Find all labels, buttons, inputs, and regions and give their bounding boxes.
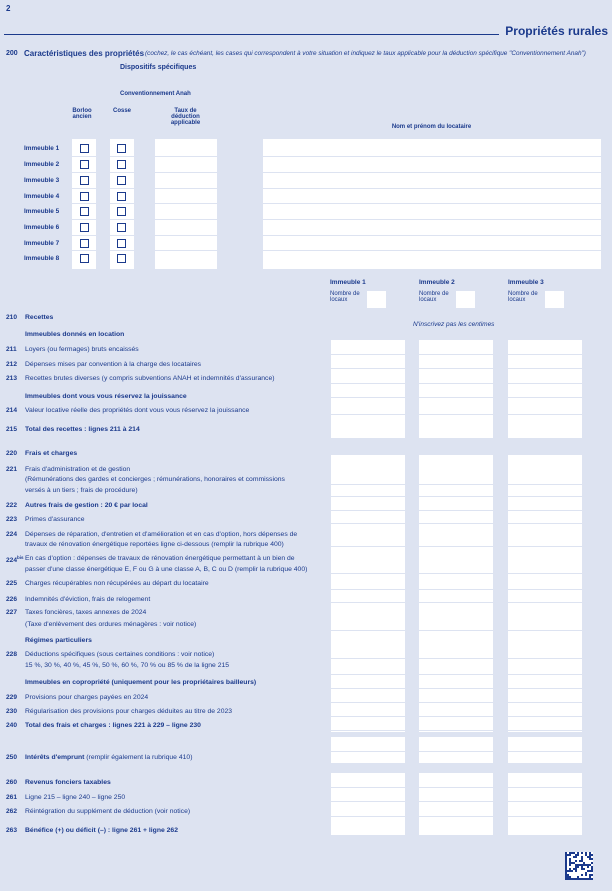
amount-cell-separator (508, 801, 582, 802)
line-label (25, 827, 178, 834)
amount-cell-separator (419, 573, 493, 574)
line-code: 222 (6, 502, 18, 509)
amount-cell-separator (508, 368, 582, 369)
tenant-name-field[interactable] (263, 189, 601, 203)
conv-anah-label: Conventionnement Anah (120, 91, 191, 97)
amount-cell-separator (508, 496, 582, 497)
line-label-text: Immeubles en copropriété (uniquement pour les propriétaires bailleurs) (25, 679, 257, 686)
immeuble-label: Immeuble 4 (24, 193, 60, 200)
line-code: 224 (6, 531, 18, 538)
line-label (25, 426, 140, 433)
line-label-text: Intérêts d'emprunt (25, 754, 85, 761)
amount-cell-separator (419, 716, 493, 717)
amount-cell-separator (331, 383, 405, 384)
amount-cell-separator (508, 414, 582, 415)
line-label-text: Dépenses mises par convention à la charge des locataires (25, 361, 202, 368)
line-label (25, 361, 201, 368)
line-label (25, 722, 201, 729)
line-label-text: Valeur locative réelle des propriétés dont vous vous réservez la jouissance (25, 407, 250, 414)
line-label-text: Taxes foncières, taxes annexes de 2024 (25, 609, 147, 616)
line-label-text: Dépenses de réparation, d'entretien et d'amélioration et en cas d'option, hors dépenses de (25, 531, 298, 538)
amount-cell-separator (331, 354, 405, 355)
amount-cell-separator (331, 716, 405, 717)
amount-cell-separator (508, 589, 582, 590)
col-imm3: Immeuble 3 (508, 279, 544, 286)
amount-cell-separator (331, 589, 405, 590)
col-imm1: Immeuble 1 (330, 279, 366, 286)
row-separator (110, 250, 134, 251)
line-label (25, 476, 285, 483)
line-code: 229 (6, 694, 18, 701)
amount-cell-separator (331, 730, 405, 731)
line-label-text: travaux de rénovation énergétique reportées ligne ci-dessous (remplir la rubrique 400) (25, 541, 284, 548)
no-cents-note: N'inscrivez pas les centimes (413, 321, 495, 328)
amount-cell-separator (331, 368, 405, 369)
dispositifs-label: Dispositifs spécifiques (120, 64, 197, 71)
line-code: 262 (6, 808, 18, 815)
amount-column-imm2[interactable] (419, 737, 493, 763)
amount-column-imm1[interactable] (331, 773, 405, 835)
immeuble-label: Immeuble 5 (24, 208, 60, 215)
line-label-text: Indemnités d'éviction, frais de relogement (25, 596, 151, 603)
amount-column-imm1[interactable] (331, 737, 405, 763)
amount-cell-separator (508, 354, 582, 355)
line-code: 250 (6, 754, 18, 761)
line-label (25, 779, 111, 786)
line-label (25, 651, 214, 658)
amount-cell-separator (331, 816, 405, 817)
line-label-text: (Rémunérations des gardes et concierges ; rémunérations, honoraires et commissions (25, 476, 285, 483)
amount-cell-separator (419, 751, 493, 752)
line-code: $224^{bis}$ (6, 555, 24, 565)
cosse-checkbox[interactable] (117, 223, 126, 232)
amount-cell-separator (419, 496, 493, 497)
row-separator (155, 219, 217, 220)
amount-cell-separator (331, 496, 405, 497)
amount-cell-separator (331, 702, 405, 703)
amount-cell-separator (331, 546, 405, 547)
line-label (25, 621, 196, 628)
line-label-text: Réintégration du supplément de déduction (voir notice) (25, 808, 191, 815)
line-label (25, 662, 229, 669)
immeuble-label: Immeuble 8 (24, 255, 60, 262)
tenant-name-field[interactable] (263, 236, 601, 250)
line-code: 213 (6, 375, 18, 382)
line-label-text: Primes d'assurance (25, 516, 85, 523)
amount-cell-separator (419, 397, 493, 398)
line-code: 220 (6, 450, 18, 457)
line-code: 215 (6, 426, 18, 433)
cosse-checkbox[interactable] (117, 176, 126, 185)
line-label (25, 375, 275, 382)
cosse-checkbox[interactable] (117, 144, 126, 153)
amount-cell-separator (508, 441, 582, 442)
line-label (25, 609, 146, 616)
nb-locaux-2: Nombre de locaux (419, 291, 449, 303)
line-code: 210 (6, 314, 18, 321)
line-code-sup: bis (17, 555, 24, 560)
line-code: 221 (6, 466, 18, 473)
amount-cell-separator (419, 368, 493, 369)
amount-column-imm2[interactable] (419, 773, 493, 835)
line-label (25, 596, 150, 603)
line-label-text: Frais d'administration et de gestion (25, 466, 131, 473)
line-code: 214 (6, 407, 18, 414)
row-separator (72, 250, 96, 251)
borloo-checkbox[interactable] (80, 176, 89, 185)
borloo-checkbox[interactable] (80, 223, 89, 232)
line-code: 212 (6, 361, 18, 368)
s200-label: Caractéristiques des propriétés (24, 49, 145, 58)
amount-cell-separator (419, 674, 493, 675)
row-separator (72, 235, 96, 236)
line-label-extra: (remplir également la rubrique 410) (84, 754, 193, 761)
borloo-checkbox[interactable] (80, 160, 89, 169)
line-label-text: Ligne 215 – ligne 240 – ligne 250 (25, 794, 126, 801)
line-label-text: Total des recettes : lignes 211 à 214 (25, 426, 140, 433)
amount-cell-separator (331, 630, 405, 631)
cosse-checkbox[interactable] (117, 192, 126, 201)
line-label-text: Immeubles donnés en location (25, 331, 125, 338)
line-label (25, 580, 209, 587)
row-separator (72, 156, 96, 157)
col-taux: Taux de déduction applicable (170, 108, 201, 126)
amount-cell-separator (331, 573, 405, 574)
amount-cell-separator (508, 546, 582, 547)
amount-cell-separator (331, 414, 405, 415)
amount-cell-separator (331, 751, 405, 752)
nb-locaux-input-2[interactable] (456, 291, 475, 308)
borloo-checkbox[interactable] (80, 207, 89, 216)
line-code: 223 (6, 516, 18, 523)
immeuble-label: Immeuble 2 (24, 161, 60, 168)
line-label (25, 794, 125, 801)
line-label (25, 754, 192, 761)
line-label-text: Autres frais de gestion : 20 € par local (25, 502, 148, 509)
page-number: 2 (6, 4, 11, 13)
amount-cell-separator (419, 702, 493, 703)
col-borloo: Borloo ancien (72, 108, 92, 120)
amount-cell-separator (419, 730, 493, 731)
amount-cell-separator (508, 716, 582, 717)
amount-cell-separator (508, 702, 582, 703)
nb-locaux-input-3[interactable] (545, 291, 564, 308)
line-code: 260 (6, 779, 18, 786)
col-cosse: Cosse (112, 108, 131, 114)
line-label (25, 708, 232, 715)
nb-locaux-3: Nombre de locaux (508, 291, 538, 303)
amount-cell-separator (508, 523, 582, 524)
amount-cell-separator (419, 383, 493, 384)
amount-cell-separator (508, 674, 582, 675)
line-label (25, 450, 77, 457)
cosse-checkbox[interactable] (117, 160, 126, 169)
row-separator (72, 203, 96, 204)
amount-cell-separator (419, 816, 493, 817)
tenant-name-field[interactable] (263, 220, 601, 234)
row-separator (155, 188, 217, 189)
amount-cell-separator (419, 414, 493, 415)
line-code: 261 (6, 794, 18, 801)
col-imm2: Immeuble 2 (419, 279, 455, 286)
line-label (25, 694, 148, 701)
amount-cell-separator (419, 801, 493, 802)
nb-locaux-input-1[interactable] (367, 291, 386, 308)
amount-cell-separator (331, 674, 405, 675)
line-label-text: Revenus fonciers taxables (25, 779, 111, 786)
line-label (25, 393, 187, 400)
amount-cell-separator (508, 510, 582, 511)
amount-cell-separator (419, 546, 493, 547)
line-code: 230 (6, 708, 18, 715)
row-separator (110, 172, 134, 173)
tenant-name-field[interactable] (263, 204, 601, 218)
col-nom: Nom et prénom du locataire (391, 124, 472, 130)
amount-cell-separator (331, 658, 405, 659)
line-code: 211 (6, 346, 17, 353)
line-label-text: Provisions pour charges payées en 2024 (25, 694, 149, 701)
line-code: 226 (6, 596, 18, 603)
line-label (25, 566, 307, 573)
line-label (25, 516, 84, 523)
amount-cell-separator (419, 484, 493, 485)
amount-cell-separator (419, 688, 493, 689)
line-label (25, 679, 256, 686)
row-separator (110, 235, 134, 236)
line-label-text: Total des frais et charges : lignes 221 à 229 – ligne 230 (25, 722, 201, 729)
immeuble-label: Immeuble 1 (24, 145, 60, 152)
line-code: 228 (6, 651, 18, 658)
amount-cell-separator (419, 787, 493, 788)
line-code: 227 (6, 609, 18, 616)
amount-cell-separator (419, 602, 493, 603)
line-label (25, 531, 297, 538)
line-code: 263 (6, 827, 18, 834)
amount-cell-separator (419, 630, 493, 631)
amount-cell-separator (508, 484, 582, 485)
row-separator (110, 219, 134, 220)
row-separator (155, 156, 217, 157)
line-label-text: 15 %, 30 %, 40 %, 45 %, 50 %, 60 %, 70 % ou 85 % de la ligne 215 (25, 662, 230, 669)
row-separator (72, 188, 96, 189)
nb-locaux-1: Nombre de locaux (330, 291, 360, 303)
amount-cell-separator (419, 441, 493, 442)
amount-cell-separator (508, 730, 582, 731)
amount-column-imm3[interactable] (508, 773, 582, 835)
tenant-name-field[interactable] (263, 141, 601, 155)
amount-cell-separator (331, 441, 405, 442)
line-label (25, 808, 190, 815)
amount-cell-separator (508, 751, 582, 752)
borloo-checkbox[interactable] (80, 254, 89, 263)
row-separator (72, 172, 96, 173)
row-separator (155, 250, 217, 251)
line-label (25, 331, 124, 338)
line-label (25, 555, 295, 562)
immeuble-label: Immeuble 6 (24, 224, 60, 231)
line-code: 240 (6, 722, 18, 729)
amount-cell-separator (508, 397, 582, 398)
amount-cell-separator (508, 573, 582, 574)
immeuble-label: Immeuble 3 (24, 177, 60, 184)
amount-cell-separator (331, 688, 405, 689)
tenant-name-field[interactable] (263, 251, 601, 265)
tenant-name-field[interactable] (263, 173, 601, 187)
borloo-checkbox[interactable] (80, 192, 89, 201)
line-label-text: versés à un tiers ; frais de procédure) (25, 487, 138, 494)
amount-cell-separator (331, 801, 405, 802)
line-label (25, 502, 148, 509)
line-label-text: (Taxe d'enlèvement des ordures ménagères : voir notice) (25, 621, 197, 628)
amount-cell-separator (508, 658, 582, 659)
cosse-checkbox[interactable] (117, 207, 126, 216)
line-label (25, 541, 284, 548)
cosse-checkbox[interactable] (117, 239, 126, 248)
amount-cell-separator (331, 397, 405, 398)
amount-cell-separator (419, 354, 493, 355)
cosse-checkbox[interactable] (117, 254, 126, 263)
amount-cell-separator (419, 523, 493, 524)
line-label (25, 466, 130, 473)
line-label-text: Recettes brutes diverses (y compris subventions ANAH et indemnités d'assurance) (25, 375, 275, 382)
row-separator (110, 156, 134, 157)
line-label-text: Régularisation des provisions pour charges déduites au titre de 2023 (25, 708, 233, 715)
amount-cell-separator (508, 383, 582, 384)
line-label (25, 487, 138, 494)
line-label-text: Déductions spécifiques (sous certaines conditions : voir notice) (25, 651, 215, 658)
borloo-checkbox[interactable] (80, 239, 89, 248)
line-label-text: En cas d'option : dépenses de travaux de rénovation énergétique permettant à un bien de (25, 555, 295, 562)
row-separator (155, 235, 217, 236)
line-label-text: passer d'une classe énergétique E, F ou G à une classe A, B, C ou D (remplir la rubrique 400) (25, 566, 308, 573)
amount-cell-separator (331, 787, 405, 788)
code-200: 200 (6, 50, 18, 57)
line-label (25, 346, 139, 353)
row-separator (110, 203, 134, 204)
amount-cell-separator (331, 484, 405, 485)
amount-cell-separator (331, 602, 405, 603)
row-separator (155, 172, 217, 173)
row-separator (72, 219, 96, 220)
datamatrix-code (565, 852, 593, 880)
amount-cell-separator (508, 630, 582, 631)
amount-cell-separator (419, 658, 493, 659)
line-label-text: Régimes particuliers (25, 637, 92, 644)
section-title: Propriétés rurales (499, 24, 608, 38)
amount-cell-separator (508, 602, 582, 603)
line-label (25, 407, 249, 414)
line-label (25, 314, 53, 321)
tenant-name-field[interactable] (263, 157, 601, 171)
amount-cell-separator (331, 510, 405, 511)
line-code: 225 (6, 580, 18, 587)
amount-cell-separator (508, 787, 582, 788)
line-label-text: Recettes (25, 314, 54, 321)
line-label (25, 637, 92, 644)
line-label-text: Charges récupérables non récupérées au départ du locataire (25, 580, 209, 587)
amount-cell-separator (508, 816, 582, 817)
amount-cell-separator (331, 523, 405, 524)
s200-note: (cochez, le cas échéant, les cases qui correspondent à votre situation et indiquez le taux applicable pour la déduction spécifique "Conventionnement Anah") (145, 50, 586, 57)
line-label-text: Bénéfice (+) ou déficit (–) : ligne 261 + ligne 262 (25, 827, 178, 834)
line-label-text: Frais et charges (25, 450, 78, 457)
row-separator (110, 188, 134, 189)
amount-column-imm3[interactable] (508, 737, 582, 763)
immeuble-label: Immeuble 7 (24, 240, 60, 247)
amount-cell-separator (419, 589, 493, 590)
line-label-text: Loyers (ou fermages) bruts encaissés (25, 346, 139, 353)
amount-cell-separator (419, 510, 493, 511)
line-label-text: Immeubles dont vous vous réservez la jouissance (25, 393, 187, 400)
amount-cell-separator (508, 688, 582, 689)
row-separator (155, 203, 217, 204)
borloo-checkbox[interactable] (80, 144, 89, 153)
